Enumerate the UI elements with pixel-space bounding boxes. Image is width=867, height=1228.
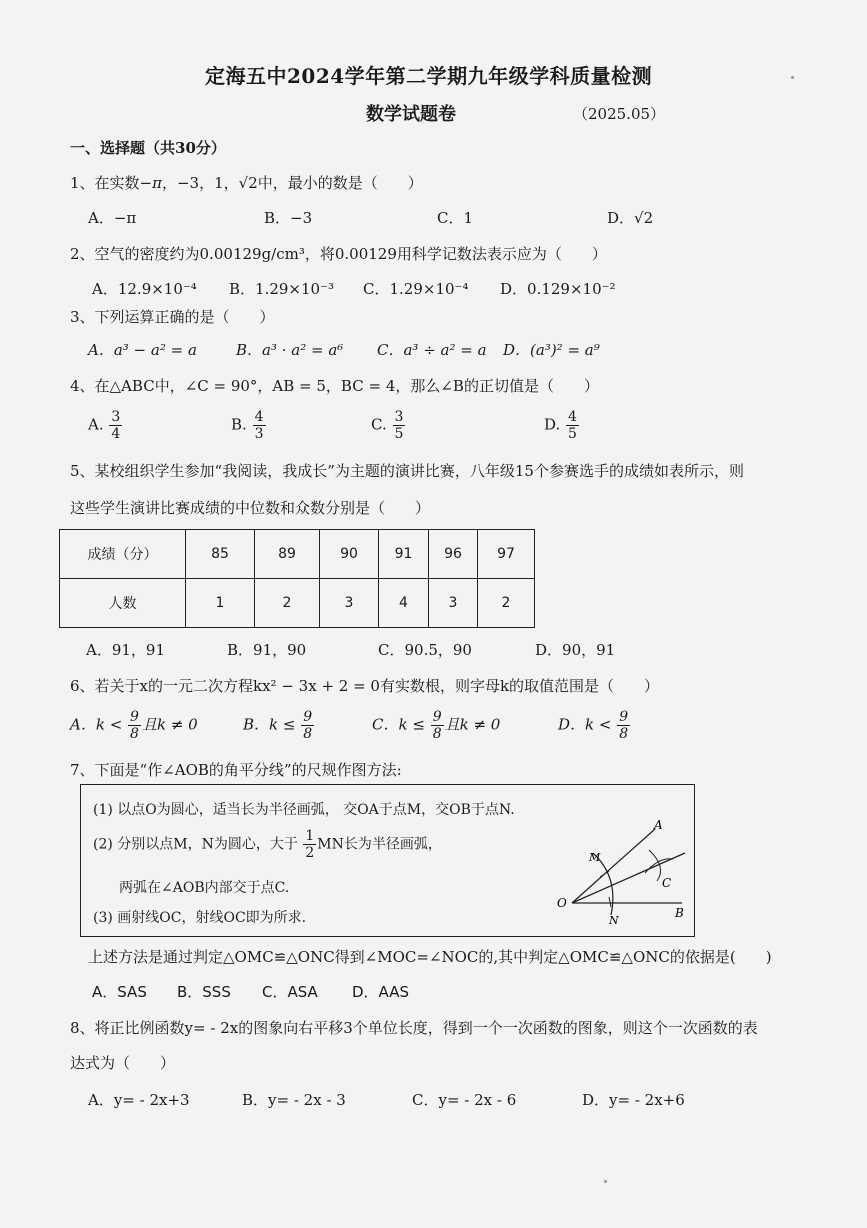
ray-oa <box>572 829 655 903</box>
question-5-line-1: 5、某校组织学生参加“我阅读，我成长”为主题的演讲比赛，八年级15个参赛选手的成绩如表所示，则 <box>70 462 744 480</box>
q1-pi: π <box>152 174 162 192</box>
scan-speck <box>604 1180 607 1183</box>
question-8-line-2: 达式为（ ） <box>70 1054 176 1072</box>
q5-option-a: A．91，91 <box>86 641 166 659</box>
label-c: C <box>662 876 672 890</box>
q1-stem-c: 中，最小的数是（ ） <box>257 174 423 192</box>
denominator: 5 <box>394 426 404 442</box>
table-cell: 85 <box>186 530 255 579</box>
q3-option-c: C．a³ ÷ a² = a <box>377 341 487 359</box>
exam-title: 定海五中2024学年第二学期九年级学科质量检测 <box>205 64 653 88</box>
q4-option-a <box>88 410 123 441</box>
q7-option-d: D．AAS <box>352 983 410 1001</box>
numerator: 4 <box>568 409 577 425</box>
q8-option-c: C．y= - 2x - 6 <box>412 1091 517 1109</box>
q4-option-b <box>231 410 267 441</box>
q2-option-d: D．0.129×10⁻² <box>500 280 616 298</box>
q4-a-fraction <box>109 410 122 441</box>
q4-c-fraction <box>393 410 406 441</box>
q7-option-b: B．SSS <box>177 983 231 1001</box>
numerator: 9 <box>303 709 313 725</box>
q1-stem-b: ，−3，1， <box>161 174 239 192</box>
arc-from-n <box>645 859 673 873</box>
tick-n <box>609 897 611 907</box>
q2-option-b: B．1.29×10⁻³ <box>229 280 335 298</box>
question-7-follow: 上述方法是通过判定△OMC≌△ONC得到∠MOC=∠NOC的,其中判定△OMC≌△ONC的依据是( ) <box>88 948 772 966</box>
arc-from-m <box>649 850 661 881</box>
q4-a-label: A. <box>88 415 104 434</box>
question-3: 3、下列运算正确的是（ ） <box>70 308 275 326</box>
label-o: O <box>557 896 567 910</box>
q1-option-b: B．−3 <box>264 209 313 227</box>
denominator: 8 <box>432 726 442 742</box>
table-cell: 3 <box>429 579 478 628</box>
table-cell: 89 <box>255 530 320 579</box>
question-1 <box>70 172 423 193</box>
denominator: 3 <box>254 426 264 442</box>
q4-c-label: C. <box>371 415 387 434</box>
q7-option-a: A．SAS <box>92 983 147 1001</box>
q3-option-b: B．a³ · a² = a⁶ <box>236 341 344 359</box>
q6-option-a <box>70 710 198 741</box>
q6-c-post: 且k ≠ 0 <box>444 715 501 734</box>
table-cell: 3 <box>320 579 379 628</box>
numerator: 1 <box>305 828 315 844</box>
denominator: 8 <box>303 726 313 742</box>
denominator: 2 <box>305 845 315 861</box>
q5-option-b: B．91，90 <box>227 641 307 659</box>
angle-bisector-figure <box>527 815 687 925</box>
q6-option-d <box>558 710 631 741</box>
section-heading: 一、选择题（共30分） <box>70 139 226 157</box>
denominator: 8 <box>619 726 629 742</box>
step-2-fraction <box>303 829 316 860</box>
q4-b-fraction <box>253 410 266 441</box>
step-3: (3) 画射线OC，射线OC即为所求. <box>93 910 307 926</box>
label-n: N <box>609 914 619 925</box>
table-cell: 90 <box>320 530 379 579</box>
q2-option-a: A．12.9×10⁻⁴ <box>92 280 197 298</box>
q6-c-fraction <box>431 710 444 741</box>
numerator: 3 <box>394 409 404 425</box>
q2-option-c: C．1.29×10⁻⁴ <box>363 280 469 298</box>
table-row <box>60 579 535 628</box>
q4-b-label: B. <box>231 415 247 434</box>
q6-a-pre: A．k < <box>70 715 123 734</box>
q3-option-d: D．(a³)² = a⁹ <box>503 341 600 359</box>
question-6: 6、若关于x的一元二次方程kx² − 3x + 2 = 0有实数根，则字母k的取值范围是（ ） <box>70 677 660 695</box>
q4-option-d <box>544 410 580 441</box>
table-cell: 96 <box>429 530 478 579</box>
denominator: 8 <box>130 726 139 742</box>
question-7: 7、下面是“作∠AOB的角平分线”的尺规作图方法: <box>70 761 402 779</box>
step-2 <box>93 829 442 860</box>
q1-stem-a: 1、在实数− <box>70 174 153 192</box>
table-cell: 4 <box>379 579 429 628</box>
q1-option-d: D．√2 <box>607 209 654 227</box>
q5-option-c: C．90.5，90 <box>378 641 472 659</box>
q6-a-post: 且k ≠ 0 <box>141 715 198 734</box>
table-row <box>60 530 535 579</box>
q6-option-c <box>372 710 500 741</box>
q8-option-a: A．y= - 2x+3 <box>88 1091 190 1109</box>
q4-option-c <box>371 410 406 441</box>
table-cell: 1 <box>186 579 255 628</box>
construction-steps-box <box>80 784 695 937</box>
q1-option-c: C．1 <box>437 209 474 227</box>
step-2-post: MN长为半径画弧， <box>317 836 442 853</box>
question-8-line-1: 8、将正比例函数y= - 2x的图象向右平移3个单位长度，得到一个一次函数的图象，则这个一次函数的表 <box>70 1019 758 1037</box>
q8-option-d: D．y= - 2x+6 <box>582 1091 685 1109</box>
numerator: 4 <box>254 409 264 425</box>
table-cell: 97 <box>478 530 535 579</box>
scan-speck <box>791 76 794 79</box>
label-a: A <box>654 818 663 832</box>
question-4: 4、在△ABC中，∠C = 90°，AB = 5，BC = 4，那么∠B的正切值是（ ） <box>70 377 599 395</box>
question-2: 2、空气的密度约为0.00129g/cm³，将0.00129用科学记数法表示应为（ ） <box>70 245 607 263</box>
table-cell: 2 <box>255 579 320 628</box>
q1-option-a: A．−π <box>88 209 137 227</box>
exam-subtitle: 数学试题卷 <box>366 104 456 125</box>
denominator: 4 <box>111 426 121 442</box>
step-1: (1) 以点O为圆心，适当长为半径画弧， 交OA于点M，交OB于点N. <box>93 802 515 818</box>
q6-d-fraction <box>617 710 630 741</box>
q4-d-label: D. <box>544 415 561 434</box>
question-5-line-2: 这些学生演讲比赛成绩的中位数和众数分别是（ ） <box>70 499 431 517</box>
q6-a-fraction <box>128 710 141 741</box>
q7-option-c: C．ASA <box>262 983 318 1001</box>
step-2-pre: (2) 分别以点M，N为圆心，大于 <box>93 836 298 853</box>
numerator: 9 <box>619 709 629 725</box>
label-b: B <box>675 906 684 920</box>
table-cell: 成绩（分） <box>60 530 186 579</box>
q4-d-fraction <box>566 410 579 441</box>
q1-sqrt: √2 <box>238 174 258 192</box>
q6-b-pre: B．k ≤ <box>243 715 296 734</box>
q8-option-b: B．y= - 2x - 3 <box>242 1091 346 1109</box>
numerator: 3 <box>111 409 121 425</box>
q5-option-d: D．90，91 <box>535 641 616 659</box>
denominator: 5 <box>568 426 577 442</box>
numerator: 9 <box>130 709 139 725</box>
score-table <box>59 529 535 628</box>
step-2-continued: 两弧在∠AOB内部交于点C. <box>119 880 290 896</box>
table-cell: 91 <box>379 530 429 579</box>
numerator: 9 <box>432 709 442 725</box>
q6-c-pre: C．k ≤ <box>372 715 425 734</box>
label-m: M <box>589 851 601 864</box>
table-cell: 人数 <box>60 579 186 628</box>
table-cell: 2 <box>478 579 535 628</box>
q6-b-fraction <box>301 710 314 741</box>
q6-option-b <box>243 710 315 741</box>
q3-option-a: A．a³ − a² = a <box>88 341 197 359</box>
exam-date: （2025.05） <box>573 105 666 123</box>
q6-d-pre: D．k < <box>558 715 612 734</box>
